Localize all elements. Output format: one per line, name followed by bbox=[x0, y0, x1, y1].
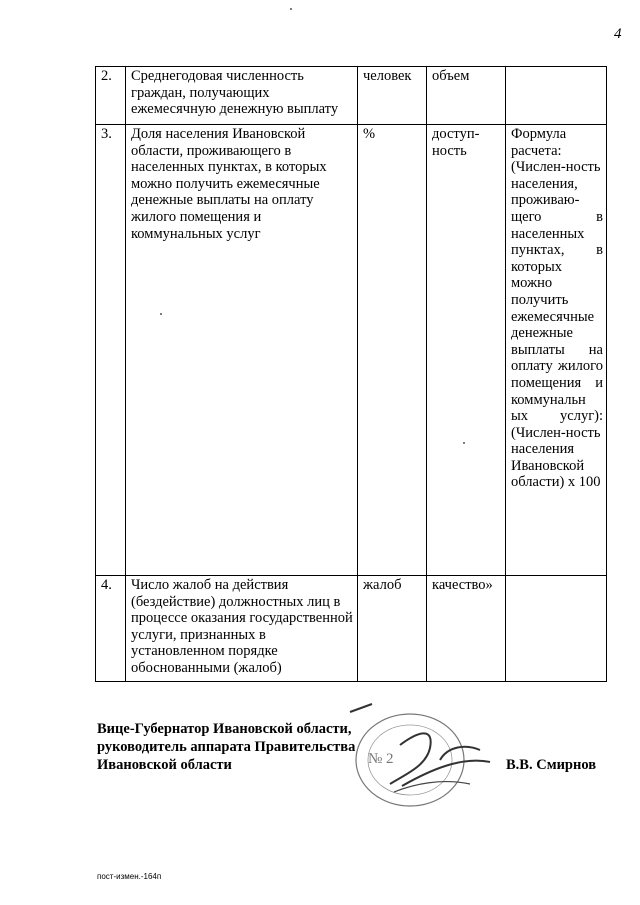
signature-title-line: руководитель аппарата Правительства bbox=[97, 739, 356, 755]
unit-cell: жалоб bbox=[358, 576, 427, 682]
signature-title-line: Вице-Губернатор Ивановской области, bbox=[97, 721, 352, 737]
formula-cell bbox=[506, 576, 607, 682]
indicator-type: объем bbox=[427, 67, 506, 125]
indicators-table bbox=[95, 66, 607, 682]
document-code: пост-измен.-164п bbox=[97, 872, 162, 881]
official-stamp-and-signature bbox=[330, 700, 520, 820]
row-number: 3. bbox=[96, 125, 126, 576]
formula-cell bbox=[506, 67, 607, 125]
page-number: 4 bbox=[614, 26, 622, 42]
unit-cell: человек bbox=[358, 67, 427, 125]
row-number: 4. bbox=[96, 576, 126, 682]
indicator-type: качество» bbox=[427, 576, 506, 682]
unit-cell: % bbox=[358, 125, 427, 576]
table-row bbox=[96, 125, 607, 576]
signatory-name: В.В. Смирнов bbox=[506, 757, 597, 773]
indicator-name: Число жалоб на действия (бездействие) должностных лиц в процессе оказания государственной услуги, признанных в установленном порядке обоснованными (жалоб) bbox=[126, 576, 358, 682]
scan-speck bbox=[160, 313, 162, 315]
indicator-name: Среднегодовая численность граждан, получающих ежемесячную денежную выплату bbox=[126, 67, 358, 125]
stamp-text: № 2 bbox=[368, 751, 394, 767]
signature-block bbox=[97, 720, 355, 774]
formula-cell: Формула расчета: (Числен-ность населения, проживаю-щего в населенных пунктах, в которых можно получить ежемесячные денежные выплаты на оплату жилого помещения и коммунальн ых услуг): (Числен-ность населения Ивановской области) х 100 bbox=[506, 125, 607, 576]
indicator-name: Доля населения Ивановской области, проживающего в населенных пунктах, в которых можно получить ежемесячные денежные выплаты на оплату жилого помещения и коммунальных услуг bbox=[126, 125, 358, 576]
table-row bbox=[96, 576, 607, 682]
scan-speck bbox=[463, 442, 465, 444]
table-row bbox=[96, 67, 607, 125]
indicator-type: доступ-ность bbox=[427, 125, 506, 576]
scan-speck bbox=[290, 8, 292, 10]
row-number: 2. bbox=[96, 67, 126, 125]
signature-title-line: Ивановской области bbox=[97, 757, 232, 773]
